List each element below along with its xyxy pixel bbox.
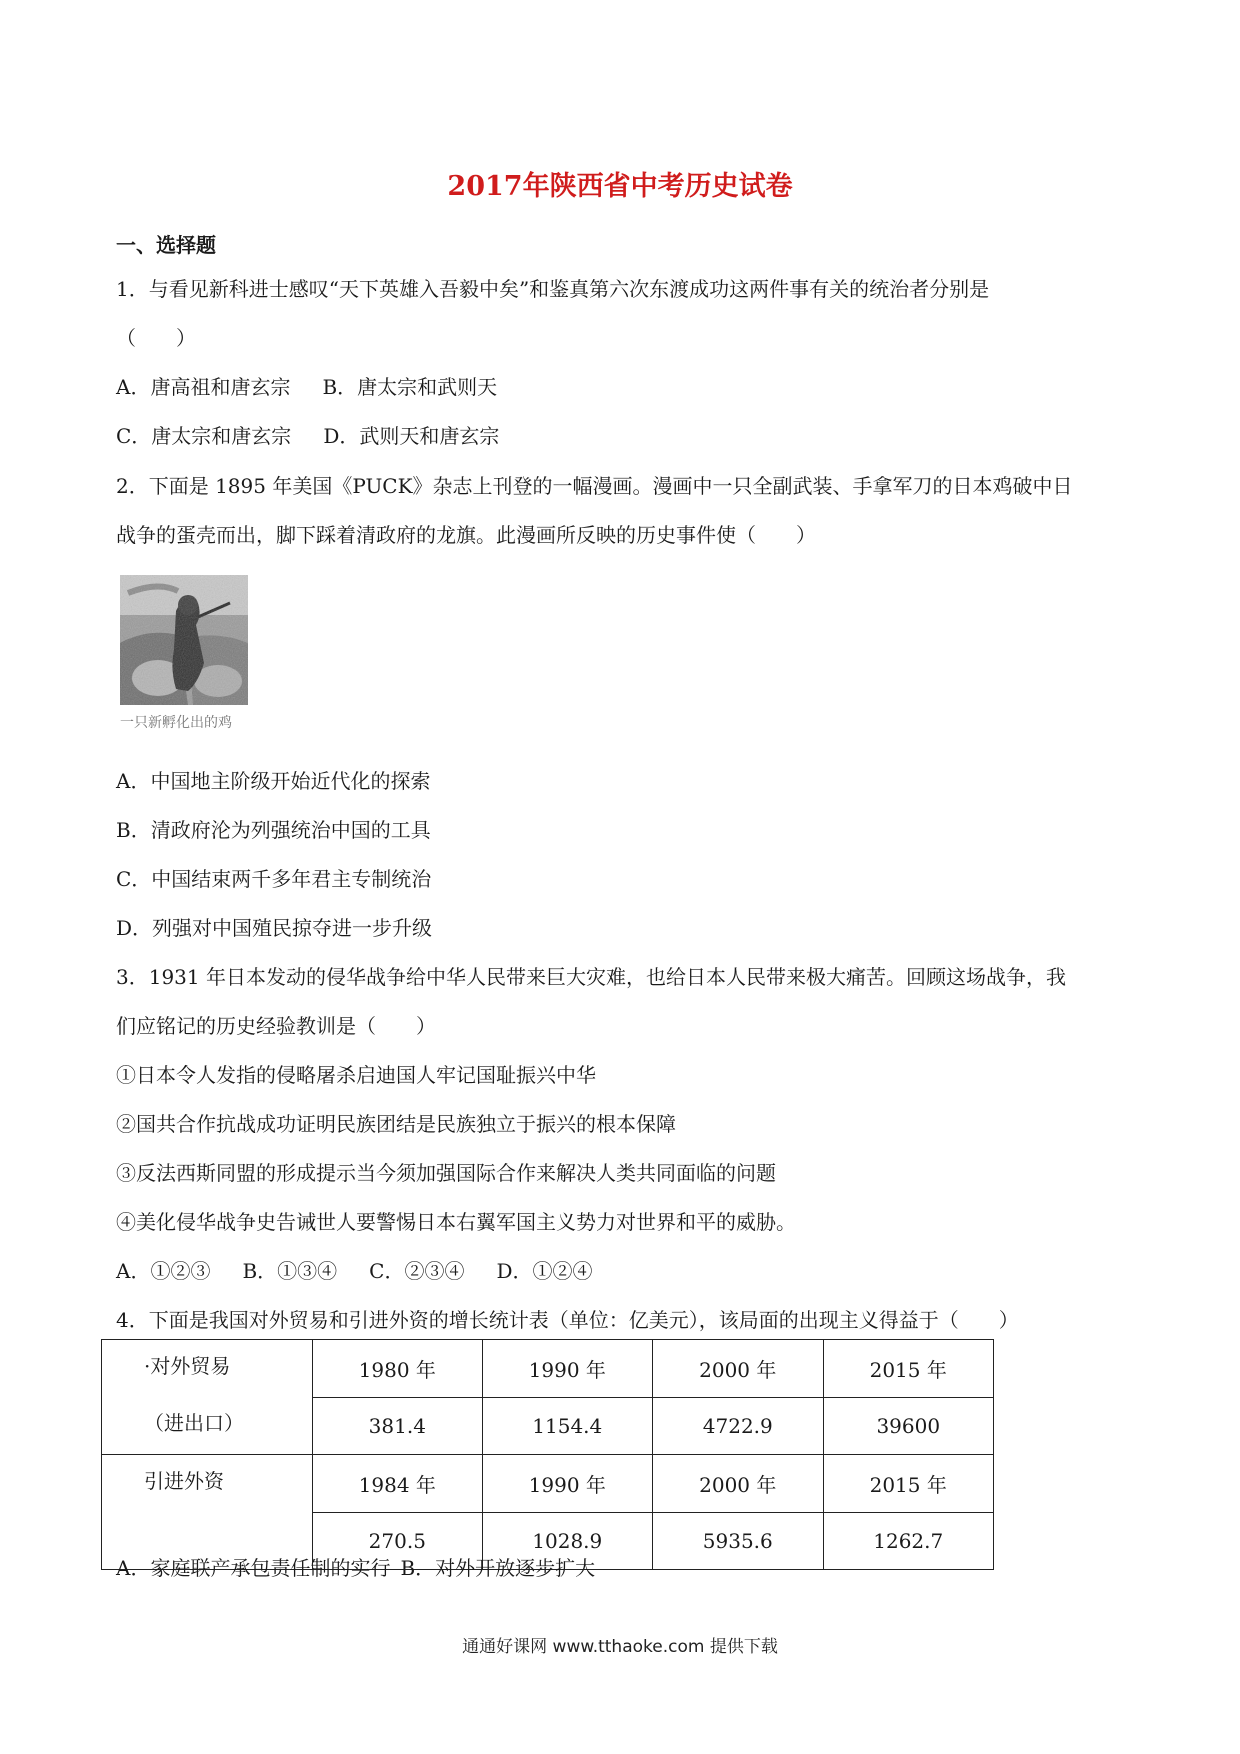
q1-options-row-2	[116, 423, 499, 449]
page-footer: 通通好课网 www.tthaoke.com 提供下载	[462, 1637, 778, 1657]
trade-value-cell: 1154.4	[482, 1397, 652, 1455]
q3-option-b: B．①③④	[242, 1259, 338, 1283]
q3-option-c: C．②③④	[369, 1259, 465, 1283]
fdi-label-cell: 引进外资	[102, 1455, 313, 1513]
fdi-value-cell: 270.5	[313, 1512, 482, 1570]
q1-option-c: C．唐太宗和唐玄宗	[116, 424, 292, 448]
q4-options-row	[116, 1555, 595, 1581]
section-heading: 一、选择题	[116, 233, 216, 257]
puck-cartoon-image	[118, 573, 254, 733]
q1-options-row-1	[116, 374, 497, 400]
fdi-year-cell: 1984 年	[313, 1455, 482, 1513]
fdi-value-cell: 1028.9	[482, 1512, 652, 1570]
trade-value-cell: 4722.9	[653, 1397, 823, 1455]
fdi-year-cell: 2000 年	[653, 1455, 823, 1513]
q1-option-d: D．武则天和唐玄宗	[323, 424, 500, 448]
q3-option-d: D．①②④	[496, 1259, 593, 1283]
q1-stem: 1．与看见新科进士感叹“天下英雄入吾毅中矣”和鉴真第六次东渡成功这两件事有关的统治者分别是	[116, 277, 990, 301]
q3-item-2: ②国共合作抗战成功证明民族团结是民族独立于振兴的根本保障	[116, 1112, 676, 1136]
q4-statistics-table	[101, 1339, 994, 1570]
q4-option-a: A．家庭联产承包责任制的实行	[116, 1556, 391, 1580]
q3-option-a: A．①②③	[116, 1259, 211, 1283]
table-row	[102, 1455, 994, 1513]
q2-option-d: D．列强对中国殖民掠夺进一步升级	[116, 916, 433, 940]
q2-stem-line-2: 战争的蛋壳而出，脚下踩着清政府的龙旗。此漫画所反映的历史事件使（ ）	[116, 523, 816, 547]
page-title: 2017年陕西省中考历史试卷	[447, 171, 793, 202]
q4-option-b: B．对外开放逐步扩大	[400, 1556, 596, 1580]
q3-item-4: ④美化侵华战争史告诫世人要警惕日本右翼军国主义势力对世界和平的威胁。	[116, 1210, 796, 1234]
q3-item-3: ③反法西斯同盟的形成提示当今须加强国际合作来解决人类共同面临的问题	[116, 1161, 776, 1185]
table-row	[102, 1397, 994, 1455]
cartoon-caption: 一只新孵化出的鸡	[120, 715, 232, 731]
q4-stem: 4．下面是我国对外贸易和引进外资的增长统计表（单位：亿美元），该局面的出现主义得益于（ ）	[116, 1308, 1019, 1332]
q3-stem-line-1: 3．1931 年日本发动的侵华战争给中华人民带来巨大灾难，也给日本人民带来极大痛苦。回顾这场战争，我	[116, 965, 1066, 989]
q3-stem-line-2: 们应铭记的历史经验教训是（ ）	[116, 1014, 436, 1038]
q2-option-a: A．中国地主阶级开始近代化的探索	[116, 769, 431, 793]
trade-year-cell: 1990 年	[482, 1340, 652, 1398]
q3-options-row	[116, 1258, 593, 1284]
trade-label-cell-2: （进出口）	[102, 1397, 313, 1455]
q2-option-c: C．中国结束两千多年君主专制统治	[116, 867, 432, 891]
q1-option-b: B．唐太宗和武则天	[322, 375, 498, 399]
q2-stem-line-1: 2．下面是 1895 年美国《PUCK》杂志上刊登的一幅漫画。漫画中一只全副武装、手拿军刀的日本鸡破中日	[116, 474, 1073, 498]
q1-answer-blank: （ ）	[116, 326, 196, 350]
q1-option-a: A．唐高祖和唐玄宗	[116, 375, 291, 399]
trade-value-cell: 39600	[823, 1397, 994, 1455]
trade-year-cell: 1980 年	[313, 1340, 482, 1398]
trade-year-cell: 2000 年	[653, 1340, 823, 1398]
fdi-value-cell: 1262.7	[823, 1512, 994, 1570]
trade-year-cell: 2015 年	[823, 1340, 994, 1398]
q2-option-b: B．清政府沦为列强统治中国的工具	[116, 818, 431, 842]
fdi-value-cell: 5935.6	[653, 1512, 823, 1570]
q3-item-1: ①日本令人发指的侵略屠杀启迪国人牢记国耻振兴中华	[116, 1063, 596, 1087]
trade-label-cell: ·对外贸易	[102, 1340, 313, 1398]
fdi-year-cell: 1990 年	[482, 1455, 652, 1513]
table-row	[102, 1340, 994, 1398]
fdi-year-cell: 2015 年	[823, 1455, 994, 1513]
trade-value-cell: 381.4	[313, 1397, 482, 1455]
